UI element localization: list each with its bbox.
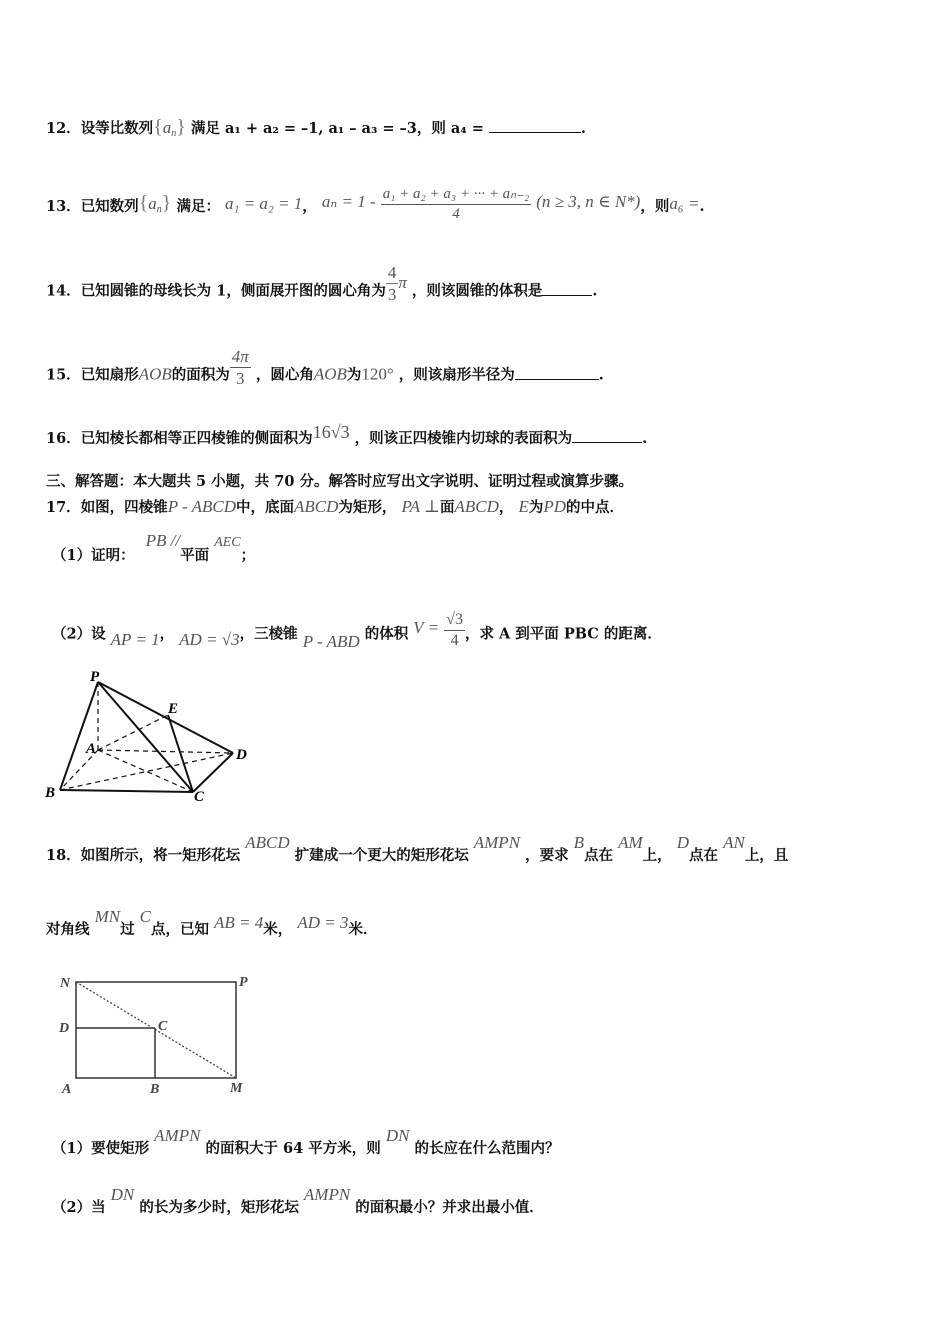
q18-ampn: AMPN — [473, 833, 521, 852]
q15-aob: AOB — [138, 364, 172, 384]
q17-part-1: （1）证明： PB //平面 AEC； — [52, 531, 256, 564]
q15-answer-blank[interactable] — [515, 379, 599, 380]
q15-text-1: 已知扇形 — [80, 366, 139, 384]
question-12: 12．设等比数列$\{a_n\}$ 满足 a₁ + a₂ = –1, a₁ – a₃ = –3，则 a₄ = . — [46, 116, 586, 139]
q17-text-1: 如图，四棱锥 — [80, 499, 168, 516]
q17-v: V = — [413, 617, 440, 637]
q18-d: D — [676, 833, 690, 852]
q17-pyramid-figure — [40, 665, 260, 805]
section-3-title: 三、解答题：本大题共 5 小题，共 70 分。解答时应写出文字说明、证明过程或演算步骤。 — [46, 473, 633, 490]
label-C: C — [158, 1019, 168, 1034]
q14-pi: π — [398, 272, 407, 292]
pyramid-solid-edges — [60, 682, 233, 792]
q13-an: $a_n$ — [148, 193, 162, 215]
question-15: 15．已知扇形AOB的面积为 $\frac{4\pi}{3}$ ，圆心角AOB为120° ，则该扇形半径为 . — [46, 347, 604, 388]
q13-condition: (n ≥ 3, n ∈ N*) — [536, 191, 641, 211]
label-B: B — [150, 1082, 160, 1097]
q18-ab: AB = 4 — [214, 913, 264, 932]
q16-number: 16． — [46, 430, 81, 447]
q18-abcd: ABCD — [245, 833, 290, 852]
q12-answer-blank[interactable] — [489, 132, 581, 133]
label-B: B — [45, 785, 56, 801]
q17-number: 17． — [46, 499, 81, 516]
q18-p1-dn: DN — [385, 1126, 410, 1145]
q18-p2-ampn: AMPN — [303, 1185, 351, 1204]
q15-text-5: ，则该扇形半径为 — [398, 366, 515, 384]
q12-number: 12． — [46, 120, 81, 137]
q17-abcd-2: ABCD — [454, 497, 499, 516]
label-D: D — [236, 747, 247, 763]
q17-part-2: （2）设 AP = 1， AD = √3，三棱锥 P - ABD 的体积 V = $\frac{√3}{4}$ ，求 A 到平面 PBC 的距离． — [52, 611, 662, 651]
q18-line-2: 对角线 MN过 C点，已知 AB = 4米， AD = 3米． — [46, 907, 378, 938]
q15-area-fraction: $\frac{4\pi}{3}$ — [231, 347, 249, 388]
q14-text-1: 已知圆锥的母线长为 1，侧面展开图的圆心角为 — [80, 282, 386, 300]
label-E: E — [168, 701, 179, 717]
q13-a6: a₆ = — [669, 193, 700, 213]
q18-am: AM — [618, 833, 643, 852]
q18-c: C — [139, 907, 151, 926]
q18-p2-dn: DN — [110, 1185, 135, 1204]
question-14: 14．已知圆锥的母线长为 1，侧面展开图的圆心角为 $\frac{4}{3}$ π ，则该圆锥的体积是 . — [46, 263, 598, 304]
q17-pb-parallel: PB // — [145, 531, 181, 550]
q16-text-1: 已知棱长都相等正四棱锥的侧面积为 — [80, 430, 313, 447]
q13-text-2: 满足： — [176, 197, 220, 215]
q15-aob-2: AOB — [313, 364, 347, 384]
q17-pa-perp: PA ⊥ — [401, 497, 440, 516]
question-18: 18．如图所示，将一矩形花坛 ABCD 扩建成一个更大的矩形花坛 AMPN ，要求 B点在 AM上， D点在 AN上，且 — [46, 833, 789, 864]
label-P: P — [239, 975, 248, 990]
q13-text-1: 已知数列 — [80, 197, 139, 215]
label-C: C — [194, 789, 205, 805]
q16-answer-blank[interactable] — [572, 442, 642, 443]
label-M: M — [230, 1081, 243, 1096]
q12-text-2: 满足 — [190, 120, 220, 137]
question-16: 16．已知棱长都相等正四棱锥的侧面积为16√3 ，则该正四棱锥内切球的表面积为 . — [46, 422, 648, 447]
q17-ad: AD = √3 — [179, 629, 240, 649]
q18-rectangle-figure — [55, 970, 260, 1098]
q14-angle-fraction: $\frac{4}{3}$ — [387, 263, 397, 304]
q17-ap: AP = 1 — [110, 629, 160, 649]
q14-answer-blank[interactable] — [542, 295, 592, 296]
q18-number: 18． — [46, 847, 81, 864]
q12-text-1: 设等比数列 — [80, 120, 154, 137]
question-17: 17．如图，四棱锥P - ABCD中，底面ABCD为矩形， PA ⊥面ABCD， E为PD的中点． — [46, 497, 624, 516]
q15-text-4: 为 — [346, 366, 362, 384]
q18-part-1: （1）要使矩形 AMPN 的面积大于 64 平方米，则 DN 的长应在什么范围内？ — [52, 1126, 560, 1157]
q15-angle: 120° — [361, 364, 394, 384]
q17-pabcd: P - ABCD — [167, 497, 237, 516]
q14-number: 14． — [46, 282, 81, 300]
q18-p1-ampn: AMPN — [154, 1126, 201, 1145]
q16-text-2: ，则该正四棱锥内切球的表面积为 — [354, 430, 573, 447]
q18-mn: MN — [94, 907, 121, 926]
label-N: N — [60, 976, 71, 991]
label-P: P — [90, 669, 100, 685]
q17-abcd: ABCD — [294, 497, 339, 516]
q18-ad: AD = 3 — [297, 913, 349, 932]
q13-recurrence-lhs: aₙ = 1 - — [321, 191, 376, 211]
q17-e: E — [518, 497, 529, 516]
q17-volume-fraction: $\frac{√3}{4}$ — [446, 611, 463, 649]
q17-pabd: P - ABD — [302, 631, 360, 651]
q15-text-2: 的面积为 — [171, 366, 230, 384]
q16-area: 16√3 — [312, 422, 350, 442]
q18-b: B — [573, 833, 585, 852]
q18-part-2: （2）当 DN 的长为多少时，矩形花坛 AMPN 的面积最小？并求出最小值． — [52, 1185, 544, 1216]
q13-number: 13． — [46, 197, 81, 215]
q15-number: 15． — [46, 366, 81, 384]
q15-text-3: ，圆心角 — [255, 366, 314, 384]
q12-condition: a₁ + a₂ = –1, a₁ – a₃ = –3，则 a₄ = — [225, 120, 489, 137]
label-A: A — [86, 741, 97, 757]
q17-pd: PD — [543, 497, 566, 516]
q12-an: $a_n$ — [162, 118, 177, 139]
diagonal-MN — [76, 982, 236, 1078]
question-13: 13．已知数列$\{a_n\}$ 满足： a₁ = a₂ = 1， aₙ = 1 - $\frac{\text{a₁ + a₂ + a₃ + ··· + aₙ₋₂}}{4}$ (n ≥ 3, n ∈ N*)，则a₆ =. — [46, 186, 705, 222]
label-A: A — [62, 1082, 72, 1097]
q13-initial: a₁ = a₂ = 1 — [225, 193, 303, 213]
q17-aec: AEC — [214, 535, 241, 550]
q14-text-2: ，则该圆锥的体积是 — [411, 282, 543, 300]
label-D: D — [59, 1021, 70, 1036]
q13-recurrence-fraction: $\frac{\text{a₁ + a₂ + a₃ + ··· + aₙ₋₂}}{4}$ — [382, 186, 530, 222]
q18-an: AN — [723, 833, 745, 852]
